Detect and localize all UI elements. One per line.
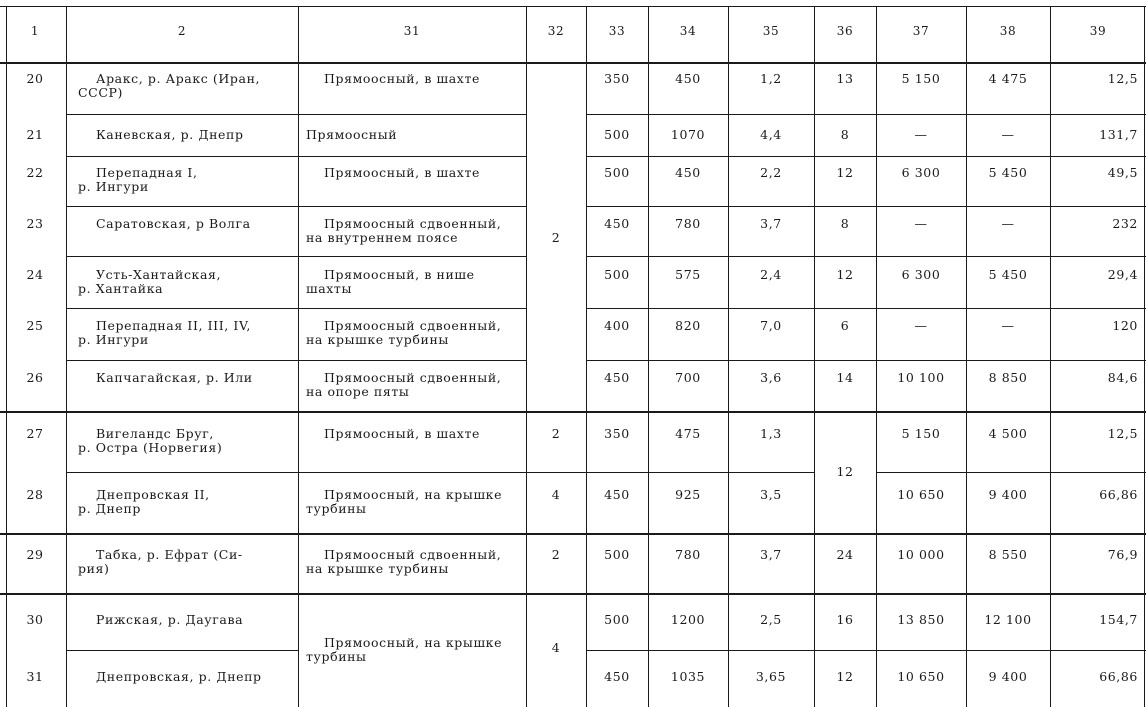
header-col-35: 35: [762, 24, 780, 38]
value-35: 3,65: [755, 669, 787, 684]
group-divider: [0, 533, 1146, 535]
value-38: 4 500: [988, 426, 1028, 441]
value-39: 66,86: [1099, 487, 1138, 502]
value-33: 350: [604, 426, 630, 441]
table-right-border: [1144, 6, 1145, 707]
merged-turbine-type-line1: Прямоосный, на крышке: [324, 635, 503, 650]
value-35: 1,3: [760, 426, 782, 441]
col-border: [66, 6, 67, 707]
turbine-type: Прямоосный: [306, 127, 398, 142]
station-name-line1: Перепадная II, III, IV,: [96, 318, 251, 333]
value-35: 3,5: [760, 487, 782, 502]
row-number: 30: [26, 612, 44, 627]
value-38: 9 400: [988, 487, 1028, 502]
value-36: 8: [840, 127, 850, 142]
value-39: 76,9: [1107, 547, 1138, 562]
station-name-line2: р. Ингури: [78, 332, 149, 347]
header-col-2: 2: [177, 24, 187, 38]
value-39: 66,86: [1099, 669, 1138, 684]
value-37: 5 150: [901, 71, 941, 86]
station-name-line1: Днепровская II,: [96, 487, 210, 502]
station-name-line1: Вигеландс Бруг,: [96, 426, 214, 441]
value-37: 10 650: [897, 487, 945, 502]
value-34: 1035: [670, 669, 706, 684]
value-33: 500: [604, 165, 630, 180]
value-35: 2,5: [760, 612, 782, 627]
turbine-type: Прямоосный, в шахте: [324, 71, 480, 86]
station-name-line1: Табка, р. Ефрат (Си-: [96, 547, 243, 562]
value-38: 8 850: [988, 370, 1028, 385]
value-39: 12,5: [1107, 71, 1138, 86]
value-36: 8: [840, 216, 850, 231]
value-33: 450: [604, 370, 630, 385]
value-32: 2: [551, 547, 561, 562]
station-name: Капчагайская, р. Или: [96, 370, 253, 385]
col-border: [6, 6, 7, 707]
value-37: 13 850: [897, 612, 945, 627]
value-36: 6: [840, 318, 850, 333]
value-36: 12: [836, 669, 854, 684]
value-39: 49,5: [1107, 165, 1138, 180]
value-34: 700: [675, 370, 701, 385]
value-34: 1200: [670, 612, 706, 627]
turbine-type-line2: на крышке турбины: [306, 332, 449, 347]
station-name: [66, 548, 298, 576]
header-col-1: 1: [30, 24, 40, 38]
turbine-type-line1: Прямоосный сдвоенный,: [324, 318, 502, 333]
row-number: 22: [26, 165, 44, 180]
merged-turbine-type-group: [298, 636, 526, 664]
value-39: 154,7: [1099, 612, 1138, 627]
value-35: 3,6: [760, 370, 782, 385]
turbine-type-line2: на крышке турбины: [306, 561, 449, 576]
col-border: [526, 6, 527, 707]
row-divider: [66, 650, 298, 651]
row-divider: [66, 206, 526, 207]
turbine-type: Прямоосный, в шахте: [324, 165, 480, 180]
row-divider: [586, 156, 1146, 157]
col-border: [728, 6, 729, 707]
row-number: 28: [26, 487, 44, 502]
turbine-type-line1: Прямоосный сдвоенный,: [324, 370, 502, 385]
value-32: 2: [551, 426, 561, 441]
value-34: 780: [675, 547, 701, 562]
value-33: 500: [604, 547, 630, 562]
group-divider: [0, 593, 1146, 595]
value-35: 2,2: [760, 165, 782, 180]
turbine-type-line1: Прямоосный, на крышке: [324, 487, 503, 502]
turbine-type: [298, 217, 526, 245]
merged-value-32-group: 2: [551, 230, 561, 245]
col-border: [298, 6, 299, 707]
value-37: —: [914, 318, 928, 333]
value-33: 500: [604, 612, 630, 627]
row-number: 25: [26, 318, 44, 333]
station-name-line1: Аракс, р. Аракс (Иран,: [96, 71, 261, 86]
value-37: 6 300: [901, 165, 941, 180]
header-col-31: 31: [403, 24, 421, 38]
col-border: [1050, 6, 1051, 707]
station-name: [66, 268, 298, 296]
row-number: 24: [26, 267, 44, 282]
value-39: 120: [1112, 318, 1138, 333]
value-38: —: [1001, 216, 1015, 231]
turbine-type-line1: Прямоосный сдвоенный,: [324, 216, 502, 231]
col-border: [814, 6, 815, 707]
row-divider: [586, 256, 1146, 257]
turbine-type-line2: на внутреннем поясе: [306, 230, 459, 245]
row-divider: [66, 308, 526, 309]
value-38: 4 475: [988, 71, 1028, 86]
value-37: 10 100: [897, 370, 945, 385]
value-37: 10 650: [897, 669, 945, 684]
value-37: 6 300: [901, 267, 941, 282]
row-divider: [66, 156, 526, 157]
header-col-33: 33: [608, 24, 626, 38]
col-border: [966, 6, 967, 707]
header-col-38: 38: [999, 24, 1017, 38]
row-divider: [66, 256, 526, 257]
value-36: 16: [836, 612, 854, 627]
row-number: 26: [26, 370, 44, 385]
merged-value-32-group: 4: [551, 640, 561, 655]
station-name: Рижская, р. Даугава: [96, 612, 244, 627]
table-top-border: [0, 6, 1146, 7]
turbine-type: [298, 319, 526, 347]
station-name: [66, 166, 298, 194]
value-38: 8 550: [988, 547, 1028, 562]
value-37: —: [914, 127, 928, 142]
header-bottom-border: [0, 62, 1146, 64]
value-33: 450: [604, 669, 630, 684]
value-34: 450: [675, 71, 701, 86]
col-border: [648, 6, 649, 707]
row-number: 27: [26, 426, 44, 441]
header-col-32: 32: [547, 24, 565, 38]
value-39: 12,5: [1107, 426, 1138, 441]
value-32: 4: [551, 487, 561, 502]
station-name: Саратовская, р Волга: [96, 216, 251, 231]
turbine-type: [298, 488, 526, 516]
col-border: [586, 6, 587, 707]
row-divider: [66, 472, 814, 473]
station-name-line2: рия): [78, 561, 110, 576]
value-34: 475: [675, 426, 701, 441]
value-38: 9 400: [988, 669, 1028, 684]
station-name: [66, 319, 298, 347]
value-34: 820: [675, 318, 701, 333]
value-36: 12: [836, 267, 854, 282]
row-number: 29: [26, 547, 44, 562]
row-number: 21: [26, 127, 44, 142]
value-35: 7,0: [760, 318, 782, 333]
value-35: 1,2: [760, 71, 782, 86]
row-number: 23: [26, 216, 44, 231]
merged-turbine-type-line2: турбины: [306, 649, 367, 664]
turbine-type: [298, 268, 526, 296]
header-col-34: 34: [679, 24, 697, 38]
value-38: 5 450: [988, 267, 1028, 282]
row-divider: [876, 472, 1146, 473]
header-col-36: 36: [836, 24, 854, 38]
station-name-line2: р. Ингури: [78, 179, 149, 194]
row-divider: [66, 360, 526, 361]
value-34: 780: [675, 216, 701, 231]
station-name: [66, 488, 298, 516]
value-34: 575: [675, 267, 701, 282]
value-36: 24: [836, 547, 854, 562]
col-border: [876, 6, 877, 707]
turbine-type: [298, 548, 526, 576]
station-name-line1: Перепадная I,: [96, 165, 198, 180]
group-divider: [0, 411, 1146, 413]
value-35: 3,7: [760, 216, 782, 231]
value-34: 925: [675, 487, 701, 502]
station-name: [66, 72, 298, 100]
value-39: 84,6: [1107, 370, 1138, 385]
station-name-line1: Усть-Хантайская,: [96, 267, 222, 282]
value-34: 1070: [670, 127, 706, 142]
merged-value-36-group: 12: [836, 464, 854, 479]
value-36: 14: [836, 370, 854, 385]
row-number: 20: [26, 71, 44, 86]
row-number: 31: [26, 669, 44, 684]
station-name-line2: р. Остра (Норвегия): [78, 440, 223, 455]
value-33: 400: [604, 318, 630, 333]
value-39: 131,7: [1099, 127, 1138, 142]
value-37: 10 000: [897, 547, 945, 562]
value-37: 5 150: [901, 426, 941, 441]
value-35: 2,4: [760, 267, 782, 282]
station-name: [66, 427, 298, 455]
value-38: 5 450: [988, 165, 1028, 180]
value-33: 450: [604, 216, 630, 231]
value-37: —: [914, 216, 928, 231]
turbine-type-line2: шахты: [306, 281, 352, 296]
value-38: 12 100: [984, 612, 1032, 627]
turbine-type-line1: Прямоосный, в нише: [324, 267, 475, 282]
turbine-type-line2: турбины: [306, 501, 367, 516]
value-33: 450: [604, 487, 630, 502]
station-name-line2: СССР): [78, 85, 123, 100]
row-divider: [66, 114, 526, 115]
value-34: 450: [675, 165, 701, 180]
turbine-type-line1: Прямоосный сдвоенный,: [324, 547, 502, 562]
value-39: 232: [1112, 216, 1138, 231]
row-divider: [586, 650, 1146, 651]
station-name-line2: р. Хантайка: [78, 281, 164, 296]
value-35: 4,4: [760, 127, 782, 142]
value-33: 500: [604, 127, 630, 142]
value-36: 12: [836, 165, 854, 180]
station-name-line2: р. Днепр: [78, 501, 141, 516]
value-35: 3,7: [760, 547, 782, 562]
turbine-type-line2: на опоре пяты: [306, 384, 410, 399]
value-38: —: [1001, 127, 1015, 142]
turbine-type: Прямоосный, в шахте: [324, 426, 480, 441]
value-33: 500: [604, 267, 630, 282]
header-col-39: 39: [1089, 24, 1107, 38]
row-divider: [586, 206, 1146, 207]
row-divider: [586, 308, 1146, 309]
header-col-37: 37: [912, 24, 930, 38]
value-33: 350: [604, 71, 630, 86]
value-39: 29,4: [1107, 267, 1138, 282]
row-divider: [586, 114, 1146, 115]
turbine-type: [298, 371, 526, 399]
row-divider: [586, 360, 1146, 361]
station-name: Каневская, р. Днепр: [96, 127, 244, 142]
value-36: 13: [836, 71, 854, 86]
station-name: Днепровская, р. Днепр: [96, 669, 262, 684]
value-38: —: [1001, 318, 1015, 333]
